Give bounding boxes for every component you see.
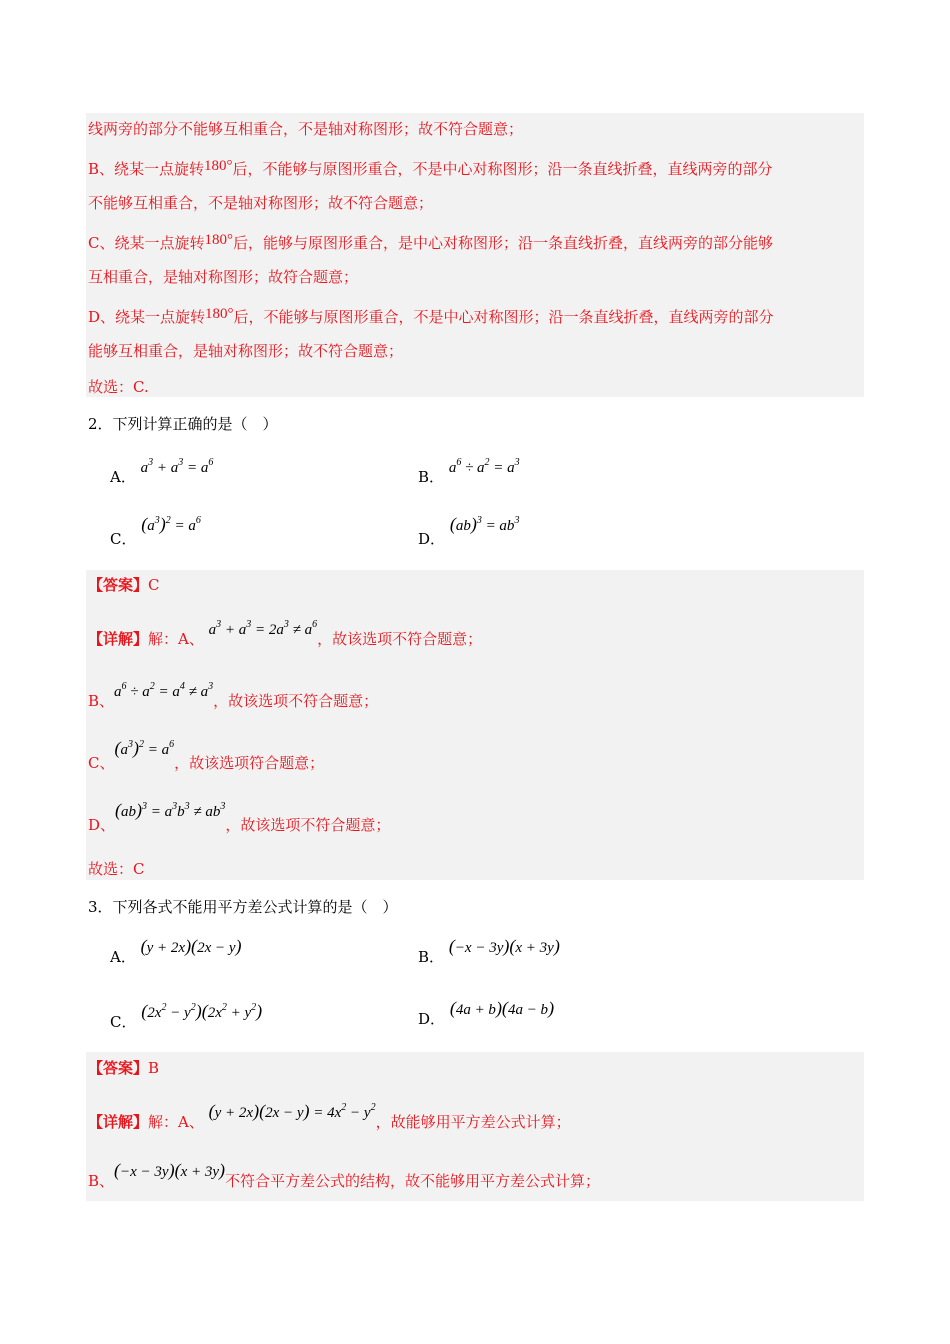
math-expression: $a^6 \div a^2 = a^4 \ne a^3$ xyxy=(114,681,214,700)
answer-tag: 【答案】 xyxy=(88,576,149,594)
detail-line-a xyxy=(88,619,483,650)
q3-option-b xyxy=(418,936,560,968)
detail-line-d xyxy=(88,800,391,836)
detail-line-b xyxy=(88,681,379,712)
detail-intro: 解：A、 xyxy=(148,1113,204,1131)
option-label: C． xyxy=(110,530,137,548)
answer-tag: 【答案】 xyxy=(88,1059,149,1077)
detail-tag: 【详解】 xyxy=(88,630,149,648)
math-expression: $(y + 2x)(2x - y) = 4x^2 - y^2$ xyxy=(208,1101,376,1121)
math-expression: $a^3 + a^3 = 2a^3 \ne a^6$ xyxy=(208,619,318,638)
detail-intro: 解：A、 xyxy=(148,630,204,648)
detail-tail: ，故该选项不符合题意； xyxy=(225,816,391,834)
option-label: C． xyxy=(110,1013,137,1031)
detail-line-a xyxy=(88,1101,571,1133)
answer-line xyxy=(88,1058,159,1078)
option-d-rest: 后，不能够与原图形重合，不是中心对称图形；沿一条直线折叠，直线两旁的部分 xyxy=(233,308,774,326)
detail-tag: 【详解】 xyxy=(88,1113,149,1131)
solution-line: 能够互相重合，是轴对称图形；故不符合题意； xyxy=(88,342,404,360)
solution-choice: 故选：C. xyxy=(88,378,149,396)
math-expression: $(2x^2 - y^2)(2x^2 + y^2)$ xyxy=(141,1001,263,1021)
solution-line-b xyxy=(88,156,773,179)
q2-option-b xyxy=(418,457,520,488)
option-label: A． xyxy=(110,468,136,486)
math-expression: $a^6 \div a^2 = a^3$ xyxy=(448,457,520,476)
q2-option-a xyxy=(110,457,214,488)
q3-option-c xyxy=(110,1001,263,1033)
solution-line: 互相重合，是轴对称图形；故符合题意； xyxy=(88,268,359,286)
q2-option-c xyxy=(110,514,201,550)
q3-option-a xyxy=(110,936,242,968)
solution-choice: 故选：C xyxy=(88,860,145,878)
detail-lead: B、 xyxy=(88,1172,115,1190)
option-b-prefix: B、绕某一点旋转 xyxy=(88,160,205,178)
detail-tail: ，故该选项不符合题意； xyxy=(317,630,483,648)
solution-line: 不能够互相重合，不是轴对称图形；故不符合题意； xyxy=(88,194,434,212)
question-3-stem: 3．下列各式不能用平方差公式计算的是（ ） xyxy=(88,898,398,916)
q2-option-d xyxy=(418,514,520,550)
math-expression: (y + 2x)(2x − y) xyxy=(140,936,242,956)
math-expression: $(ab)^3 = a^3b^3 \ne ab^3$ xyxy=(115,800,226,820)
option-c-rest: 后，能够与原图形重合，是中心对称图形；沿一条直线折叠，直线两旁的部分能够 xyxy=(232,234,773,252)
answer-line xyxy=(88,575,160,595)
angle-180: 180° xyxy=(204,158,233,174)
math-expression: (−x − 3y)(x + 3y) xyxy=(114,1160,226,1180)
detail-line-c xyxy=(88,738,325,774)
answer-value: B xyxy=(148,1059,160,1077)
option-label: B． xyxy=(418,948,445,966)
math-expression: $(a^3)^2 = a^6$ xyxy=(114,738,175,758)
math-expression: $(ab)^3 = ab^3$ xyxy=(449,514,520,534)
solution-line-d xyxy=(88,304,774,327)
detail-lead: C、 xyxy=(88,754,115,772)
q3-option-d xyxy=(418,998,555,1030)
detail-line-b xyxy=(88,1160,601,1192)
solution-line: 线两旁的部分不能够互相重合，不是轴对称图形；故不符合题意； xyxy=(88,120,524,138)
option-label: A． xyxy=(110,948,136,966)
option-label: B． xyxy=(418,468,445,486)
detail-tail: 不符合平方差公式的结构，故不能够用平方差公式计算； xyxy=(225,1172,601,1190)
option-label: D． xyxy=(418,1010,446,1028)
solution-line-c xyxy=(88,230,773,253)
math-expression: (−x − 3y)(x + 3y) xyxy=(448,936,560,956)
option-label: D． xyxy=(418,530,446,548)
detail-lead: B、 xyxy=(88,692,115,710)
angle-180: 180° xyxy=(205,306,234,322)
math-expression: $(a^3)^2 = a^6$ xyxy=(141,514,201,534)
detail-tail: ，故该选项符合题意； xyxy=(174,754,325,772)
angle-180: 180° xyxy=(204,232,233,248)
question-2-stem: 2．下列计算正确的是（ ） xyxy=(88,415,278,433)
detail-lead: D、 xyxy=(88,816,116,834)
option-c-prefix: C、绕某一点旋转 xyxy=(88,234,205,252)
math-expression: (4a + b)(4a − b) xyxy=(449,998,555,1018)
option-d-prefix: D、绕某一点旋转 xyxy=(88,308,206,326)
math-expression: $a^3 + a^3 = a^6$ xyxy=(140,457,214,476)
option-b-rest: 后，不能够与原图形重合，不是中心对称图形；沿一条直线折叠，直线两旁的部分 xyxy=(232,160,773,178)
detail-tail: ，故能够用平方差公式计算； xyxy=(375,1113,571,1131)
answer-value: C xyxy=(148,576,160,594)
detail-tail: ，故该选项不符合题意； xyxy=(213,692,379,710)
